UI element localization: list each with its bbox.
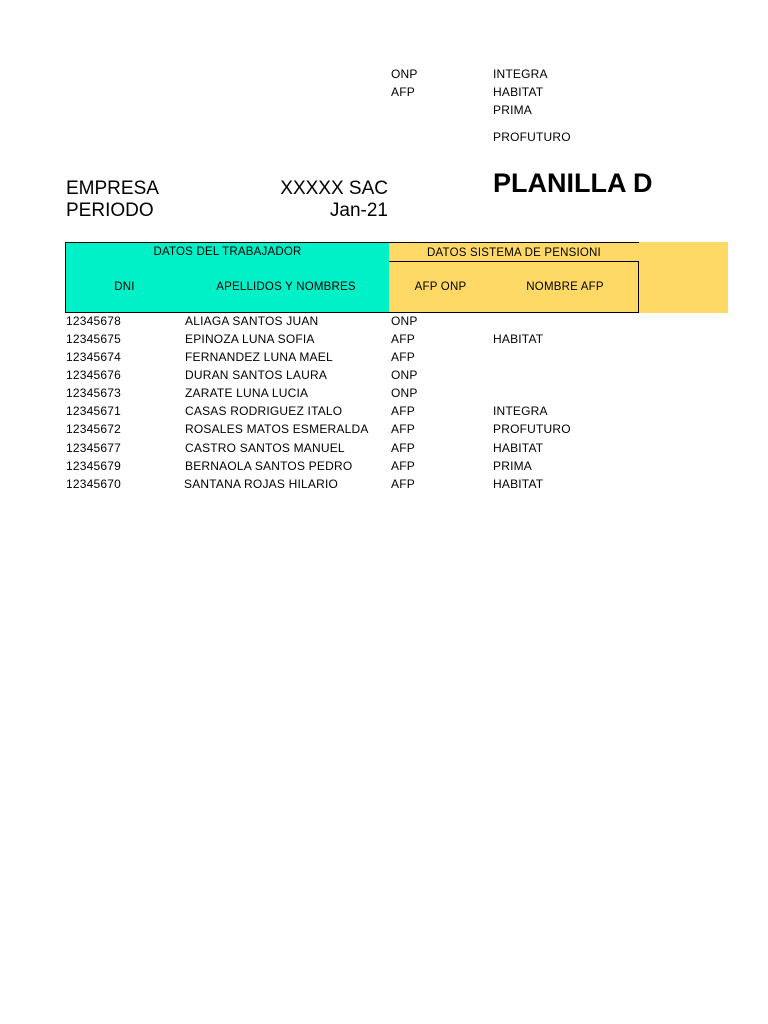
col-header-nombres — [183, 261, 390, 313]
table-row — [0, 332, 768, 350]
table-row — [0, 441, 768, 459]
col-header-nombre-afp — [492, 261, 639, 313]
group-header-pensiones — [389, 242, 639, 262]
col-header-afp-onp — [389, 261, 493, 313]
cell-dni: 12345675 — [66, 332, 121, 346]
lookup-onp: ONP — [391, 67, 418, 81]
col-header-dni-label: DNI — [114, 280, 135, 293]
cell-dni: 12345672 — [66, 422, 121, 436]
cell-dni: 12345673 — [66, 386, 121, 400]
table-row — [0, 459, 768, 477]
cell-dni: 12345677 — [66, 441, 121, 455]
cell-nombre: CASTRO SANTOS MANUEL — [185, 441, 345, 455]
table-row — [0, 477, 768, 495]
table-row — [0, 386, 768, 404]
lookup-integra: INTEGRA — [493, 67, 548, 81]
page-title: PLANILLA D — [493, 168, 653, 198]
group-header-trabajador-label: DATOS DEL TRABAJADOR — [153, 246, 302, 258]
col-header-dni — [65, 261, 184, 313]
col-header-nombres-label: APELLIDOS Y NOMBRES — [216, 280, 356, 293]
cell-afp: HABITAT — [493, 441, 544, 455]
periodo-value: Jan-21 — [329, 200, 388, 221]
lookup-habitat: HABITAT — [493, 85, 544, 99]
cell-dni: 12345670 — [66, 477, 121, 491]
cell-sistema: ONP — [391, 386, 418, 400]
cell-sistema: AFP — [391, 441, 415, 455]
cell-afp: PRIMA — [493, 459, 533, 473]
cell-sistema: AFP — [391, 422, 415, 436]
periodo-label: PERIODO — [66, 200, 154, 221]
cell-nombre: SANTANA ROJAS HILARIO — [184, 477, 339, 491]
empresa-label: EMPRESA — [66, 178, 159, 199]
table-row — [0, 404, 768, 422]
cell-nombre: CASAS RODRIGUEZ ITALO — [185, 404, 343, 418]
table-row — [0, 314, 768, 332]
header-fill-extension — [639, 242, 728, 313]
cell-afp: HABITAT — [493, 477, 544, 491]
col-header-nombre-afp-label: NOMBRE AFP — [526, 281, 604, 293]
lookup-prima: PRIMA — [493, 103, 533, 117]
group-header-pensiones-label: DATOS SISTEMA DE PENSIONI — [427, 246, 601, 259]
cell-afp: HABITAT — [493, 332, 544, 346]
cell-nombre: ALIAGA SANTOS JUAN — [185, 314, 319, 328]
cell-nombre: BERNAOLA SANTOS PEDRO — [185, 459, 353, 473]
cell-sistema: ONP — [391, 368, 418, 382]
cell-nombre: DURAN SANTOS LAURA — [185, 368, 328, 382]
cell-sistema: ONP — [391, 314, 418, 328]
cell-sistema: AFP — [391, 477, 415, 491]
cell-nombre: EPINOZA LUNA SOFIA — [185, 332, 315, 346]
cell-dni: 12345674 — [66, 350, 121, 364]
cell-nombre: ROSALES MATOS ESMERALDA — [185, 422, 369, 436]
cell-afp: PROFUTURO — [493, 422, 571, 436]
cell-afp: INTEGRA — [493, 404, 548, 418]
cell-sistema: AFP — [391, 332, 415, 346]
cell-dni: 12345676 — [66, 368, 121, 382]
cell-nombre: ZARATE LUNA LUCIA — [185, 386, 309, 400]
cell-sistema: AFP — [391, 459, 415, 473]
table-row — [0, 368, 768, 386]
empresa-value: XXXXX SAC — [280, 178, 388, 199]
group-header-trabajador — [65, 242, 390, 262]
lookup-afp: AFP — [391, 85, 415, 99]
cell-dni: 12345671 — [66, 404, 121, 418]
cell-dni: 12345679 — [66, 459, 121, 473]
table-row — [0, 422, 768, 440]
lookup-profuturo: PROFUTURO — [493, 130, 571, 144]
cell-dni: 12345678 — [66, 314, 121, 328]
col-header-afp-onp-label: AFP ONP — [414, 281, 467, 293]
table-row — [0, 350, 768, 368]
cell-nombre: FERNANDEZ LUNA MAEL — [185, 350, 333, 364]
cell-sistema: AFP — [391, 404, 415, 418]
cell-sistema: AFP — [391, 350, 415, 364]
